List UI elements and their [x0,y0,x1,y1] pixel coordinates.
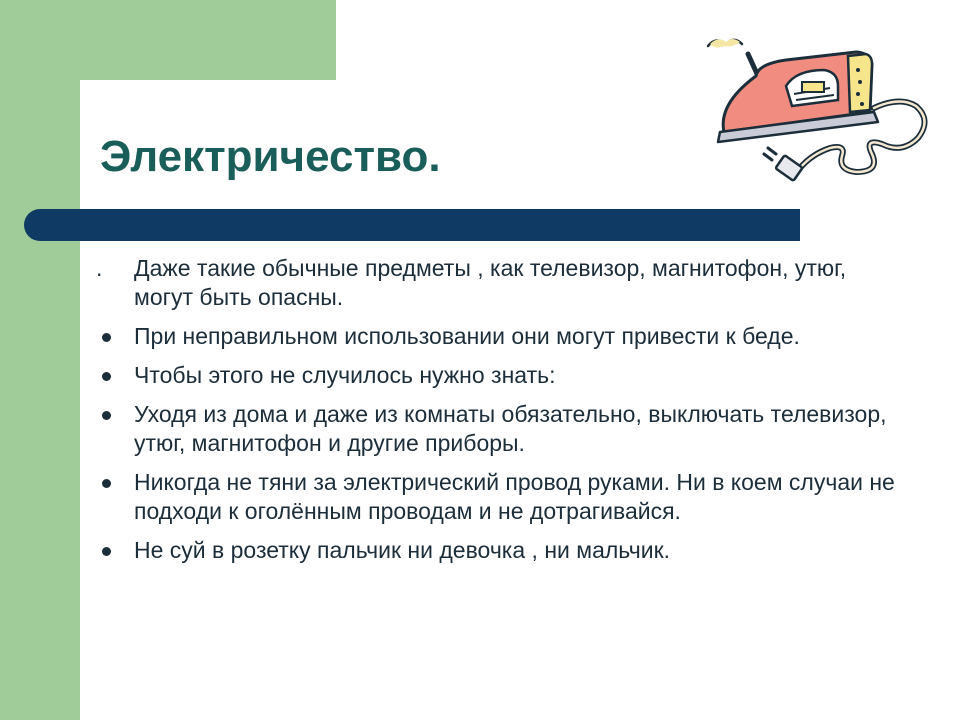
iron-clipart-icon [696,20,936,210]
bullet-dot-icon [102,411,111,420]
title-underline-bar [24,209,800,241]
bullet-item-3 [96,361,896,390]
green-top-corner [80,0,336,80]
bullet-text: Чтобы этого не случилось нужно знать: [134,362,556,388]
bullet-list [96,254,896,575]
bullet-item-6 [96,536,896,565]
bullet-dot-icon [102,479,111,488]
bullet-item-1 [96,254,896,312]
bullet-item-2 [96,322,896,351]
bullet-dot-icon [102,333,111,342]
bullet-text: Уходя из дома и даже из комнаты обязательно, выключать телевизор, утюг, магнитофон и другие приборы. [134,401,887,456]
bullet-dot-icon [102,547,111,556]
bullet-text: При неправильном использовании они могут привести к беде. [134,323,800,349]
slide-title: Электричество. [100,132,441,181]
bullet-text: Не суй в розетку пальчик ни девочка , ни мальчик. [134,537,671,563]
bullet-text: Даже такие обычные предметы , как телевизор, магнитофон, утюг, могут быть опасны. [134,255,847,310]
bullet-text: Никогда не тяни за электрический провод руками. Ни в коем случаи не подходи к оголённым проводам и не дотрагивайся. [134,469,895,524]
green-side-band [0,0,80,720]
bullet-item-4 [96,400,896,458]
bullet-marker-period: . [96,255,103,281]
bullet-dot-icon [102,372,111,381]
bullet-item-5 [96,468,896,526]
